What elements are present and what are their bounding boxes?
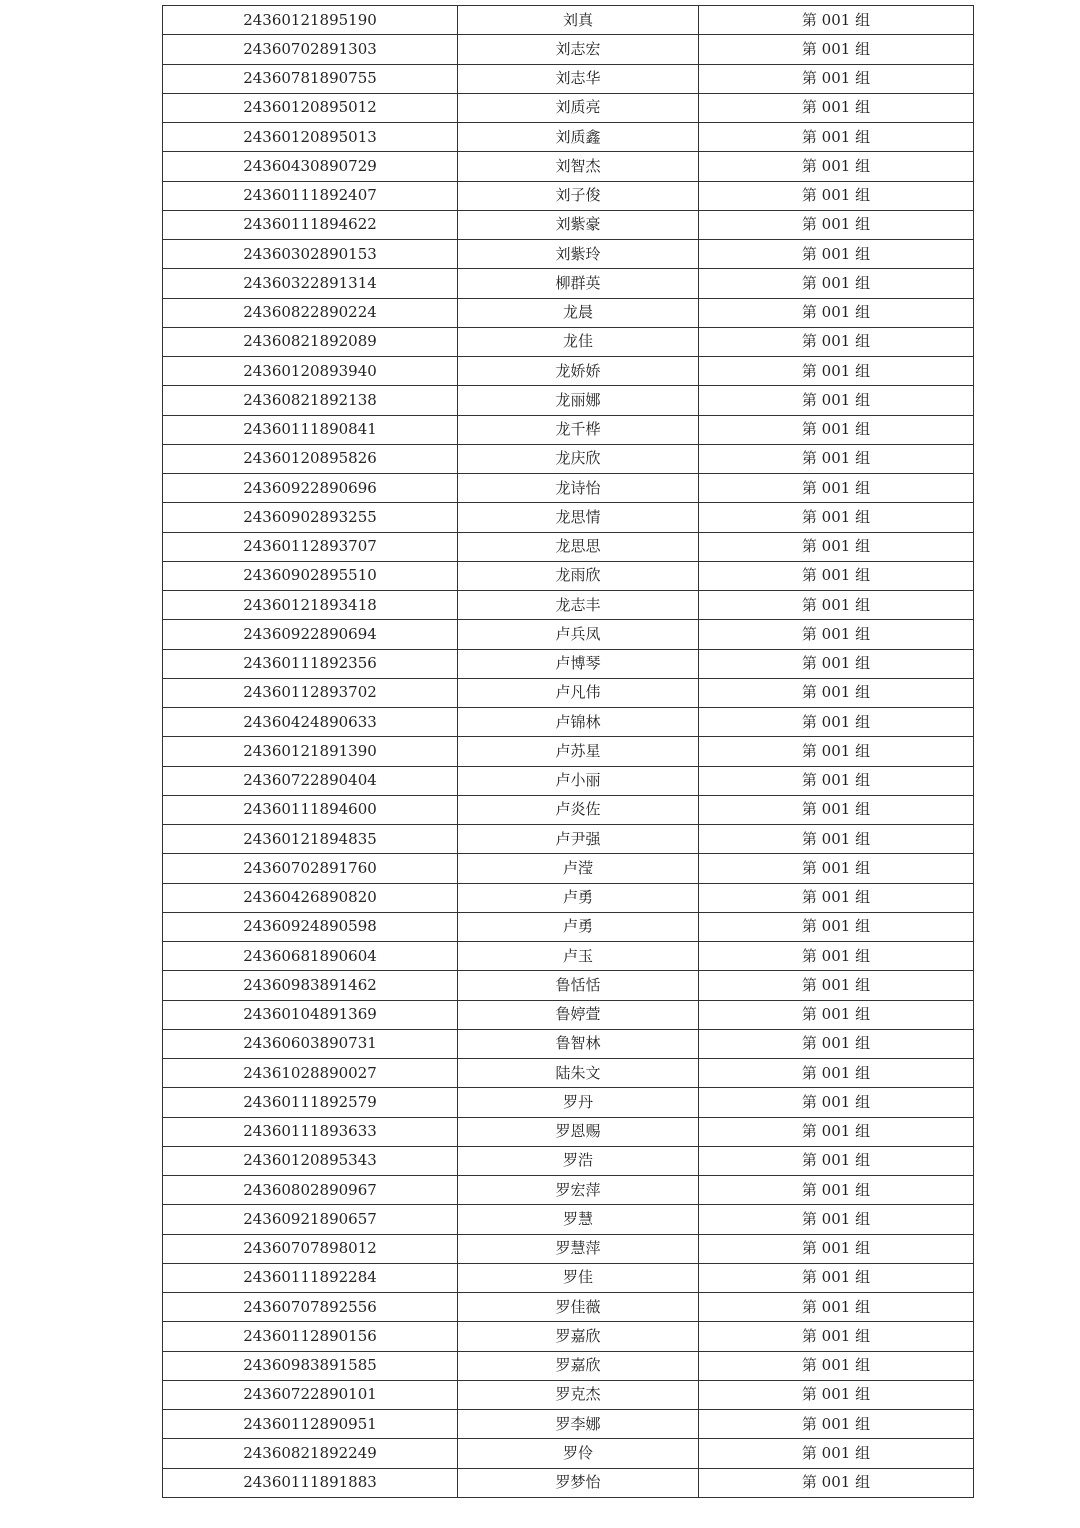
candidate-id-cell: 24360902893255 [163,503,458,532]
table-row [163,708,974,737]
candidate-name-cell: 龙丽娜 [458,386,699,415]
candidate-id-cell: 24360111892356 [163,649,458,678]
group-cell: 第 001 组 [699,620,974,649]
table-row [163,386,974,415]
group-cell: 第 001 组 [699,1439,974,1468]
candidate-id-cell: 24360121895190 [163,6,458,35]
candidate-id-cell: 24360112893702 [163,678,458,707]
group-cell: 第 001 组 [699,1029,974,1058]
candidate-id-cell: 24360121893418 [163,591,458,620]
candidate-id-cell: 24360681890604 [163,942,458,971]
group-cell: 第 001 组 [699,415,974,444]
table-row [163,298,974,327]
candidate-id-cell: 24360120895343 [163,1146,458,1175]
table-row [163,93,974,122]
candidate-name-cell: 卢玉 [458,942,699,971]
candidate-id-cell: 24360822890224 [163,298,458,327]
table-row [163,35,974,64]
group-cell: 第 001 组 [699,942,974,971]
table-row [163,181,974,210]
candidate-name-cell: 罗浩 [458,1146,699,1175]
candidate-name-cell: 鲁恬恬 [458,971,699,1000]
candidate-name-cell: 龙思情 [458,503,699,532]
candidate-id-cell: 24360121894835 [163,825,458,854]
table-row [163,415,974,444]
candidate-id-cell: 24360921890657 [163,1205,458,1234]
candidate-name-cell: 罗佳 [458,1263,699,1292]
candidate-id-cell: 24360707898012 [163,1234,458,1263]
group-cell: 第 001 组 [699,1117,974,1146]
table-row [163,123,974,152]
group-cell: 第 001 组 [699,591,974,620]
candidate-name-cell: 罗伶 [458,1439,699,1468]
table-row [163,1380,974,1409]
table-row [163,1059,974,1088]
candidate-name-cell: 卢凡伟 [458,678,699,707]
candidate-id-cell: 24360111892579 [163,1088,458,1117]
group-cell: 第 001 组 [699,1351,974,1380]
group-cell: 第 001 组 [699,1088,974,1117]
table-row [163,503,974,532]
roster-table-body [163,6,974,1498]
candidate-name-cell: 罗李娜 [458,1410,699,1439]
table-row [163,1234,974,1263]
candidate-name-cell: 龙思思 [458,532,699,561]
group-cell: 第 001 组 [699,64,974,93]
candidate-name-cell: 卢兵凤 [458,620,699,649]
group-cell: 第 001 组 [699,1146,974,1175]
candidate-name-cell: 龙佳 [458,327,699,356]
table-row [163,532,974,561]
group-cell: 第 001 组 [699,240,974,269]
group-cell: 第 001 组 [699,1000,974,1029]
candidate-name-cell: 刘质亮 [458,93,699,122]
group-cell: 第 001 组 [699,1293,974,1322]
candidate-id-cell: 24360112890156 [163,1322,458,1351]
candidate-name-cell: 卢苏星 [458,737,699,766]
table-row [163,1205,974,1234]
group-cell: 第 001 组 [699,152,974,181]
candidate-name-cell: 刘志宏 [458,35,699,64]
candidate-name-cell: 龙诗怡 [458,474,699,503]
candidate-id-cell: 24360924890598 [163,912,458,941]
table-row [163,737,974,766]
table-row [163,1029,974,1058]
candidate-name-cell: 龙晨 [458,298,699,327]
table-row [163,327,974,356]
candidate-id-cell: 24360902895510 [163,561,458,590]
candidate-id-cell: 24360111890841 [163,415,458,444]
roster-table [162,5,974,1498]
candidate-name-cell: 罗宏萍 [458,1176,699,1205]
group-cell: 第 001 组 [699,678,974,707]
candidate-name-cell: 鲁智林 [458,1029,699,1058]
candidate-name-cell: 卢勇 [458,912,699,941]
candidate-name-cell: 龙志丰 [458,591,699,620]
candidate-name-cell: 罗恩赐 [458,1117,699,1146]
group-cell: 第 001 组 [699,854,974,883]
candidate-id-cell: 24360302890153 [163,240,458,269]
table-row [163,1000,974,1029]
table-row [163,795,974,824]
candidate-name-cell: 柳群英 [458,269,699,298]
table-row [163,357,974,386]
table-row [163,1439,974,1468]
candidate-id-cell: 24360821892089 [163,327,458,356]
group-cell: 第 001 组 [699,386,974,415]
candidate-id-cell: 24360702891303 [163,35,458,64]
group-cell: 第 001 组 [699,795,974,824]
candidate-id-cell: 24360424890633 [163,708,458,737]
candidate-id-cell: 24360111892407 [163,181,458,210]
group-cell: 第 001 组 [699,1410,974,1439]
group-cell: 第 001 组 [699,737,974,766]
candidate-name-cell: 罗梦怡 [458,1468,699,1497]
group-cell: 第 001 组 [699,649,974,678]
candidate-name-cell: 罗丹 [458,1088,699,1117]
candidate-name-cell: 刘子俊 [458,181,699,210]
table-row [163,152,974,181]
table-row [163,971,974,1000]
candidate-id-cell: 24360821892249 [163,1439,458,1468]
table-row [163,825,974,854]
candidate-id-cell: 24360983891462 [163,971,458,1000]
candidate-id-cell: 24360802890967 [163,1176,458,1205]
candidate-name-cell: 罗克杰 [458,1380,699,1409]
table-row [163,1351,974,1380]
table-row [163,1117,974,1146]
group-cell: 第 001 组 [699,444,974,473]
candidate-id-cell: 24360121891390 [163,737,458,766]
candidate-id-cell: 24360603890731 [163,1029,458,1058]
candidate-name-cell: 刘智杰 [458,152,699,181]
candidate-id-cell: 24360111894600 [163,795,458,824]
candidate-id-cell: 24360120895013 [163,123,458,152]
candidate-name-cell: 龙庆欣 [458,444,699,473]
table-row [163,1410,974,1439]
table-row [163,269,974,298]
table-row [163,1322,974,1351]
table-row [163,1263,974,1292]
table-row [163,678,974,707]
group-cell: 第 001 组 [699,1176,974,1205]
group-cell: 第 001 组 [699,1234,974,1263]
candidate-name-cell: 刘真 [458,6,699,35]
candidate-name-cell: 鲁婷萱 [458,1000,699,1029]
group-cell: 第 001 组 [699,1322,974,1351]
candidate-name-cell: 卢勇 [458,883,699,912]
candidate-name-cell: 罗慧萍 [458,1234,699,1263]
candidate-id-cell: 24360922890696 [163,474,458,503]
table-row [163,591,974,620]
candidate-id-cell: 24360120895826 [163,444,458,473]
group-cell: 第 001 组 [699,766,974,795]
candidate-id-cell: 24360702891760 [163,854,458,883]
candidate-name-cell: 罗嘉欣 [458,1322,699,1351]
table-row [163,649,974,678]
candidate-id-cell: 24360707892556 [163,1293,458,1322]
table-row [163,942,974,971]
candidate-id-cell: 24360426890820 [163,883,458,912]
candidate-id-cell: 24360112893707 [163,532,458,561]
table-row [163,444,974,473]
candidate-name-cell: 龙娇娇 [458,357,699,386]
table-row [163,912,974,941]
group-cell: 第 001 组 [699,971,974,1000]
candidate-id-cell: 24360922890694 [163,620,458,649]
candidate-id-cell: 24360120893940 [163,357,458,386]
candidate-name-cell: 刘志华 [458,64,699,93]
candidate-id-cell: 24360322891314 [163,269,458,298]
candidate-name-cell: 卢博琴 [458,649,699,678]
candidate-id-cell: 24360722890101 [163,1380,458,1409]
group-cell: 第 001 组 [699,532,974,561]
candidate-id-cell: 24361028890027 [163,1059,458,1088]
group-cell: 第 001 组 [699,93,974,122]
group-cell: 第 001 组 [699,6,974,35]
table-row [163,6,974,35]
table-row [163,210,974,239]
group-cell: 第 001 组 [699,269,974,298]
candidate-id-cell: 24360111891883 [163,1468,458,1497]
group-cell: 第 001 组 [699,327,974,356]
candidate-name-cell: 罗嘉欣 [458,1351,699,1380]
group-cell: 第 001 组 [699,912,974,941]
candidate-name-cell: 刘紫豪 [458,210,699,239]
table-row [163,1146,974,1175]
group-cell: 第 001 组 [699,357,974,386]
table-row [163,766,974,795]
table-row [163,64,974,93]
candidate-name-cell: 罗慧 [458,1205,699,1234]
candidate-id-cell: 24360430890729 [163,152,458,181]
group-cell: 第 001 组 [699,883,974,912]
candidate-name-cell: 卢炎佐 [458,795,699,824]
group-cell: 第 001 组 [699,210,974,239]
table-row [163,1176,974,1205]
candidate-id-cell: 24360111893633 [163,1117,458,1146]
candidate-name-cell: 陆朱文 [458,1059,699,1088]
candidate-id-cell: 24360722890404 [163,766,458,795]
candidate-name-cell: 龙千桦 [458,415,699,444]
group-cell: 第 001 组 [699,35,974,64]
table-row [163,620,974,649]
group-cell: 第 001 组 [699,1380,974,1409]
group-cell: 第 001 组 [699,1263,974,1292]
candidate-id-cell: 24360781890755 [163,64,458,93]
group-cell: 第 001 组 [699,825,974,854]
candidate-name-cell: 刘质鑫 [458,123,699,152]
candidate-name-cell: 龙雨欣 [458,561,699,590]
group-cell: 第 001 组 [699,708,974,737]
group-cell: 第 001 组 [699,123,974,152]
group-cell: 第 001 组 [699,503,974,532]
group-cell: 第 001 组 [699,561,974,590]
table-row [163,240,974,269]
candidate-id-cell: 24360111894622 [163,210,458,239]
candidate-name-cell: 卢小丽 [458,766,699,795]
table-row [163,1468,974,1497]
candidate-id-cell: 24360112890951 [163,1410,458,1439]
group-cell: 第 001 组 [699,1468,974,1497]
table-row [163,474,974,503]
group-cell: 第 001 组 [699,181,974,210]
table-row [163,883,974,912]
candidate-name-cell: 卢锦林 [458,708,699,737]
candidate-name-cell: 卢尹强 [458,825,699,854]
candidate-id-cell: 24360104891369 [163,1000,458,1029]
group-cell: 第 001 组 [699,474,974,503]
candidate-name-cell: 罗佳薇 [458,1293,699,1322]
table-row [163,1088,974,1117]
group-cell: 第 001 组 [699,1059,974,1088]
table-row [163,1293,974,1322]
table-row [163,854,974,883]
candidate-id-cell: 24360983891585 [163,1351,458,1380]
candidate-name-cell: 刘紫玲 [458,240,699,269]
table-row [163,561,974,590]
candidate-id-cell: 24360120895012 [163,93,458,122]
candidate-name-cell: 卢滢 [458,854,699,883]
group-cell: 第 001 组 [699,298,974,327]
group-cell: 第 001 组 [699,1205,974,1234]
candidate-id-cell: 24360821892138 [163,386,458,415]
candidate-id-cell: 24360111892284 [163,1263,458,1292]
